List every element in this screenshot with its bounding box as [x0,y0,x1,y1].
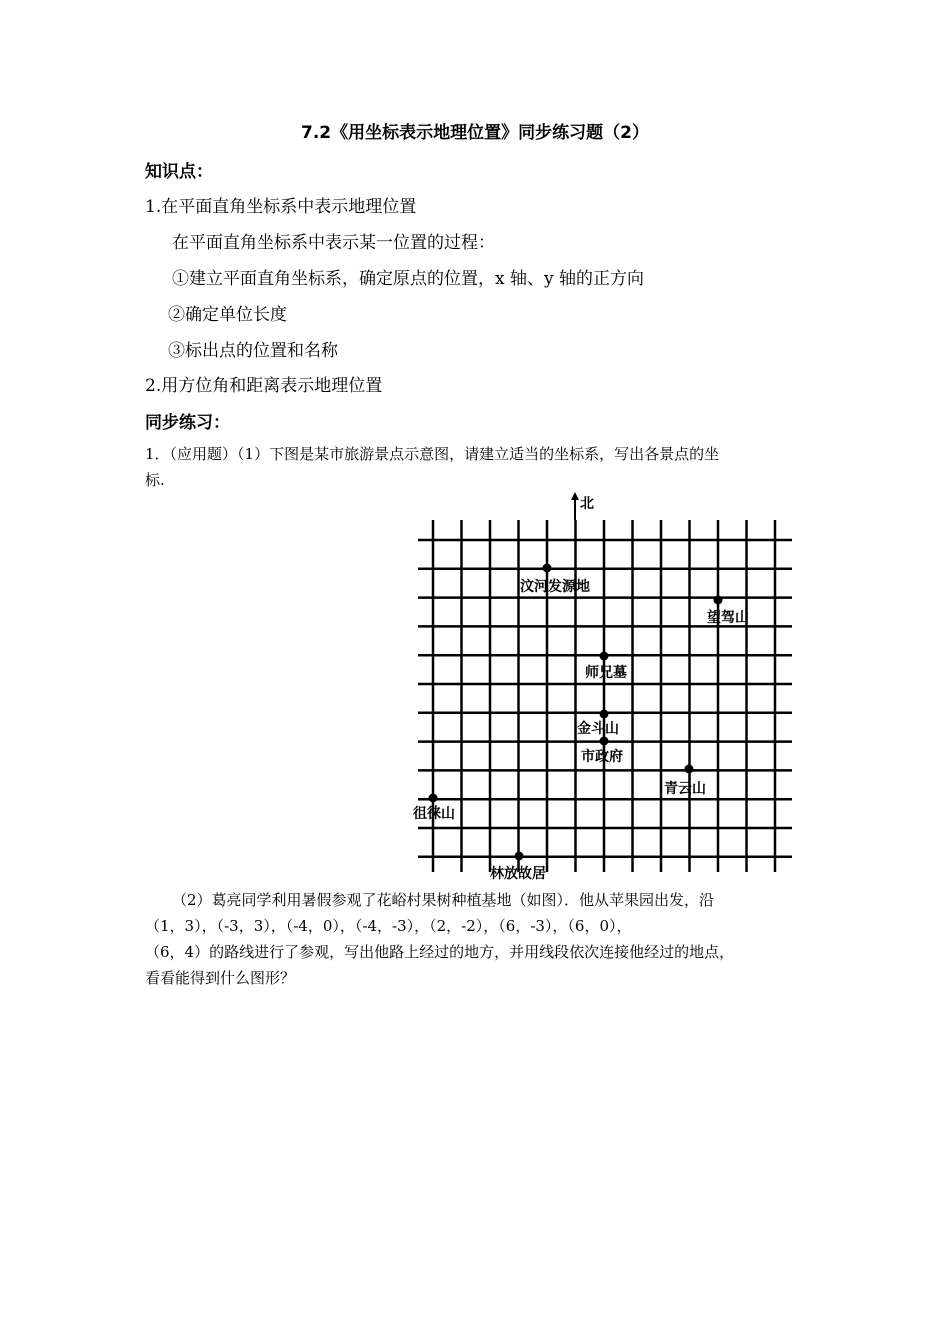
landmark-culai [413,794,455,823]
knowledge-item-1: 1.在平面直角坐标系中表示地理位置 [145,197,417,217]
landmark-label-qingyun: 青云山 [664,781,706,797]
north-arrow [571,492,594,520]
landmark-label-culai: 徂徕山 [413,806,455,822]
knowledge-step-1: ①建立平面直角坐标系，确定原点的位置，x 轴、y 轴的正方向 [172,269,644,289]
page-title: 7.2《用坐标表示地理位置》同步练习题（2） [301,123,649,143]
question-2-line-4: 看看能得到什么图形？ [145,969,296,987]
landmark-label-wangjia: 望驾山 [707,610,749,626]
knowledge-item-2: 2.用方位角和距离表示地理位置 [145,376,383,396]
question-2-line-1: （2）葛亮同学利用暑假参观了花峪村果树种植基地（如图）．他从苹果园出发，沿 [172,891,715,909]
map-grid [418,520,792,872]
knowledge-heading: 知识点： [145,162,213,182]
question-1-line-1: 1．（应用题）（1）下图是某市旅游景点示意图，请建立适当的坐标系，写出各景点的坐 [145,445,720,463]
landmark-label-wenhe: 汶河发源地 [520,579,590,595]
landmark-label-jindou: 金斗山 [577,721,619,737]
practice-heading: 同步练习： [145,413,230,433]
knowledge-step-3: ③标出点的位置和名称 [168,341,338,361]
knowledge-step-2: ②确定单位长度 [168,305,287,325]
landmark-label-shixiong: 师兄墓 [585,665,627,681]
question-2-line-2: （1，3），（-3，3），（-4，0），（-4，-3），（2，-2），（6，-3），（6，0）， [145,917,632,935]
landmark-label-linfang: 林放故居 [490,866,546,882]
question-2-line-3: （6，4）的路线进行了参观，写出他路上经过的地方，并用线段依次连接他经过的地点， [145,943,735,961]
tourist-map [400,490,800,890]
landmark-wangjia [707,596,749,627]
north-label: 北 [580,496,594,512]
question-1-line-2: 标. [145,471,165,489]
landmark-label-city-hall: 市政府 [581,749,623,765]
knowledge-intro: 在平面直角坐标系中表示某一位置的过程： [172,233,495,253]
